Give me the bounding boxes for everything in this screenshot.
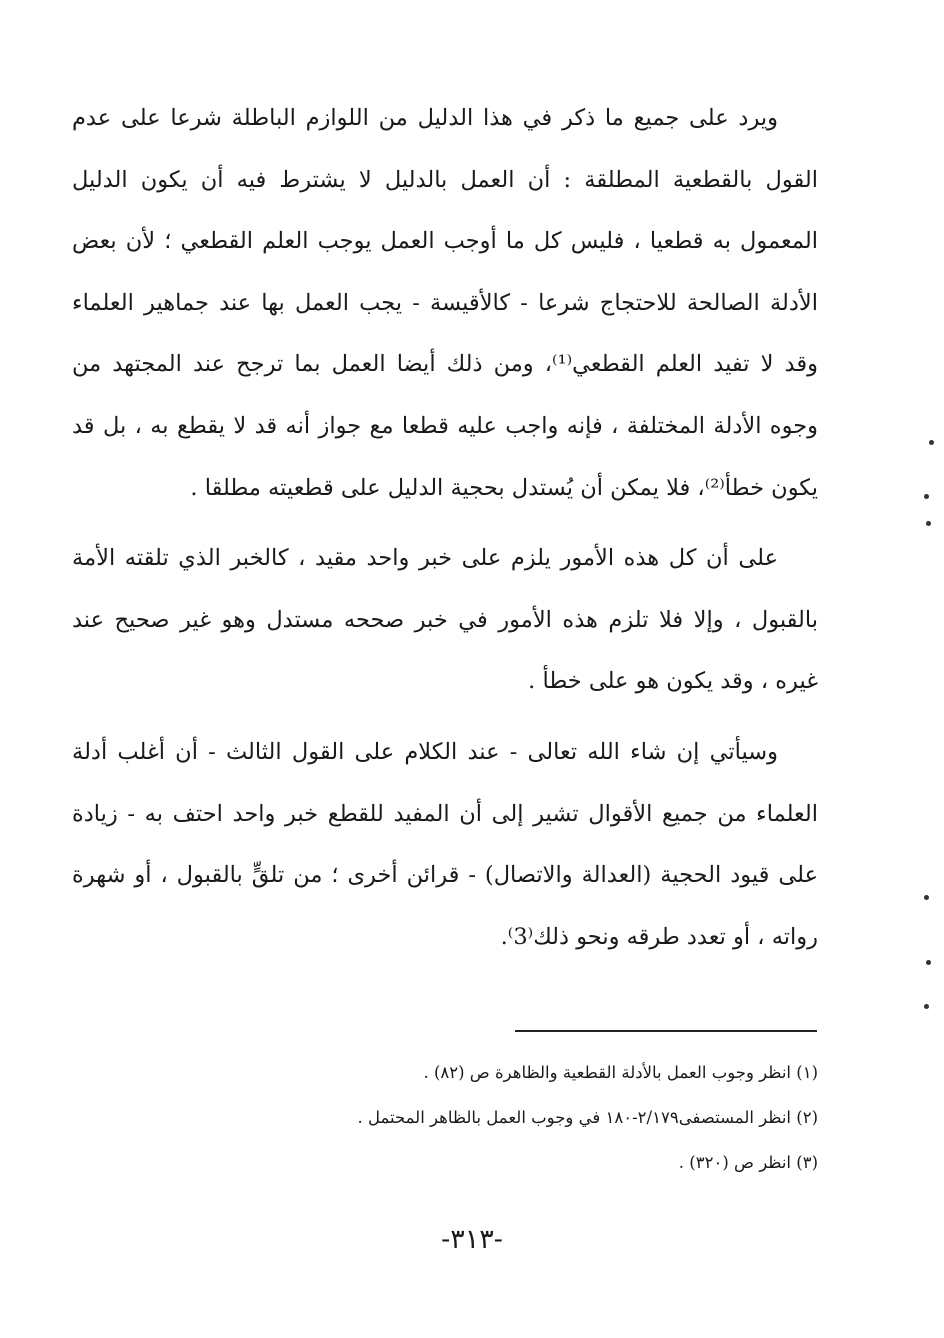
paragraph-2: على أن كل هذه الأمور يلزم على خبر واحد مقيد ، كالخبر الذي تلقته الأمة بالقبول ، وإلا فلا تلزم هذه الأمور في خبر صححه مستدل وهو غير صحيح عند غيره ، وقد يكون هو على خطأ . [72,545,818,695]
footnote-2: (٢) انظر المستصفى٢/١٧٩-١٨٠ في وجوب العمل بالظاهر المحتمل . [357,1108,818,1127]
margin-speck [924,895,929,900]
margin-speck [929,440,934,445]
footnote-separator [515,1030,817,1032]
footnotes [250,1050,818,1185]
main-text [72,88,818,968]
footnote-1: (١) انظر وجوب العمل بالأدلة القطعية والظاهرة ص (٨٢) . [423,1063,818,1082]
footnote-3: (٣) انظر ص (٣٢٠) . [678,1153,818,1172]
margin-speck [924,494,929,499]
margin-speck [926,521,931,526]
margin-speck [924,1004,929,1009]
page-number: -٣١٣- [441,1224,503,1255]
paragraph-3: وسيأتي إن شاء الله تعالى - عند الكلام على القول الثالث - أن أغلب أدلة العلماء من جميع الأقوال تشير إلى أن المفيد للقطع خبر واحد احتف به - زيادة على قيود الحجية (العدالة والاتصال) - قرائن أخرى ؛ من تلقٍّ بالقبول ، أو شهرة رواته ، أو تعدد طرقه ونحو ذلك⁽3⁾. [72,738,818,950]
paragraph-1: ويرد على جميع ما ذكر في هذا الدليل من اللوازم الباطلة شرعا على عدم القول بالقطعية المطلقة : أن العمل بالدليل لا يشترط فيه أن يكون الدليل المعمول به قطعيا ، فليس كل ما أوجب العمل يوجب العلم القطعي ؛ لأن بعض الأدلة الصالحة للاحتجاج شرعا - كالأقيسة - يجب العمل بها عند جماهير العلماء وقد لا تفيد العلم القطعي⁽¹⁾، ومن ذلك أيضا العمل بما ترجح عند المجتهد من وجوه الأدلة المختلفة ، فإنه واجب عليه قطعا مع جواز أنه قد لا يقطع به ، بل قد يكون خطأ⁽²⁾، فلا يمكن أن يُستدل بحجية الدليل على قطعيته مطلقا . [72,105,818,501]
margin-speck [926,960,931,965]
